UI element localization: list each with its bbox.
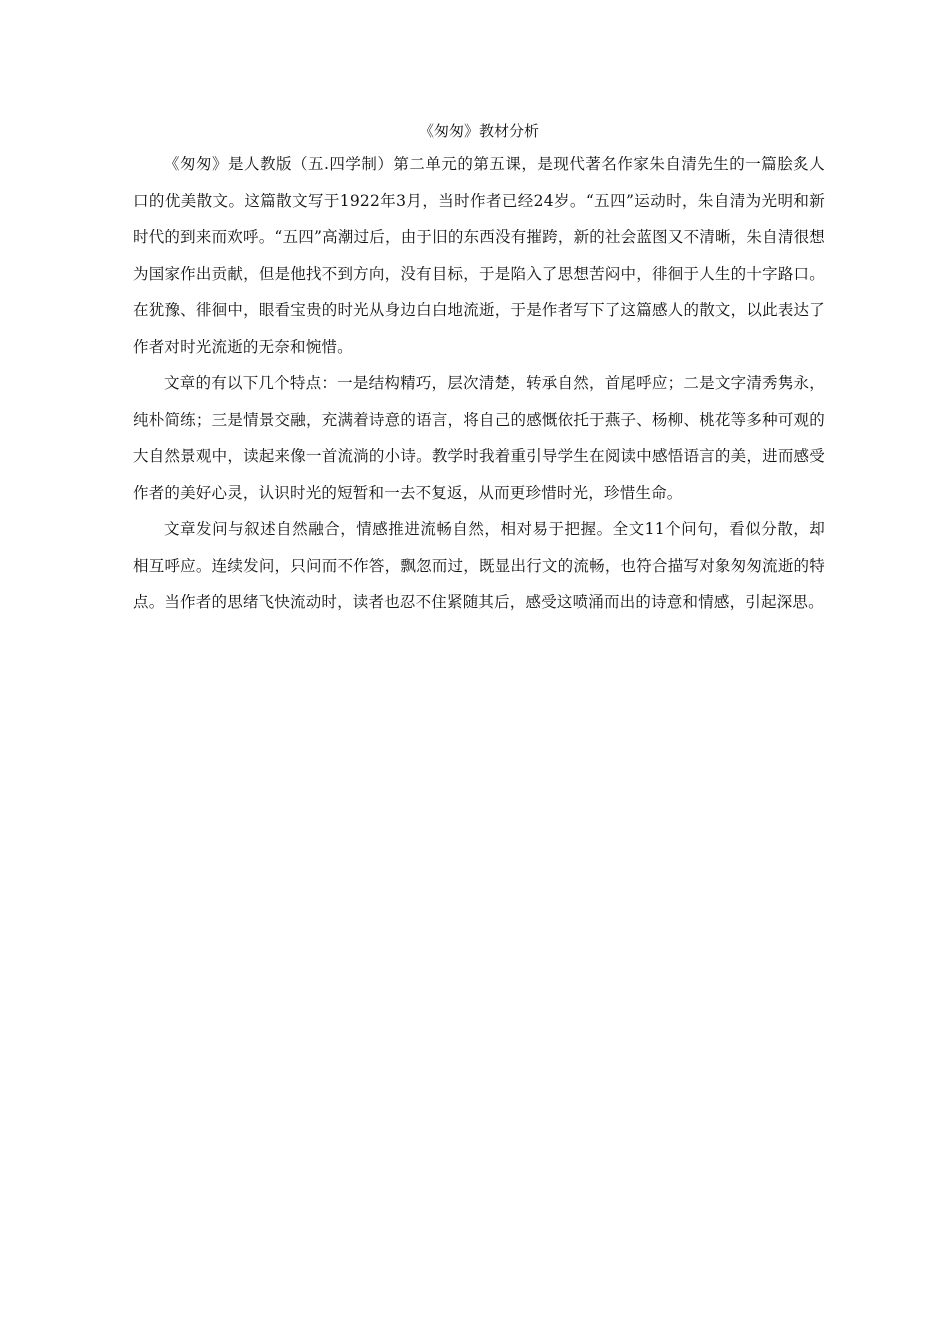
paragraph-background: 《匆匆》是人教版（五.四学制）第二单元的第五课，是现代著名作家朱自清先生的一篇脍炙人口的优美散文。这篇散文写于1922年3月，当时作者已经24岁。“五四”运动时，朱自清为光明和新时代的到来而欢呼。“五四”高潮过后，由于旧的东西没有摧跨，新的社会蓝图又不清晰，朱自清很想为国家作出贡献，但是他找不到方向，没有目标，于是陷入了思想苦闷中，徘徊于人生的十字路口。在犹豫、徘徊中，眼看宝贵的时光从身边白白地流逝，于是作者写下了这篇感人的散文，以此表达了作者对时光流逝的无奈和惋惜。 [133,155,825,356]
paragraph-questions: 文章发问与叙述自然融合，情感推进流畅自然，相对易于把握。全文11个问句，看似分散，却相互呼应。连续发问，只问而不作答，飘忽而过，既显出行文的流畅，也符合描写对象匆匆流逝的特点。当作者的思绪飞快流动时，读者也忍不住紧随其后，感受这喷涌而出的诗意和情感，引起深思。 [133,520,825,611]
document-title: 《匆匆》教材分析 [418,122,539,140]
document-body [133,118,825,621]
paragraph-features: 文章的有以下几个特点：一是结构精巧，层次清楚，转承自然，首尾呼应；二是文字清秀隽永，纯朴简练；三是情景交融，充满着诗意的语言，将自己的感慨依托于燕子、杨柳、桃花等多种可观的大自然景观中，读起来像一首流淌的小诗。教学时我着重引导学生在阅读中感悟语言的美，进而感受作者的美好心灵，认识时光的短暂和一去不复返，从而更珍惜时光，珍惜生命。 [133,374,825,502]
